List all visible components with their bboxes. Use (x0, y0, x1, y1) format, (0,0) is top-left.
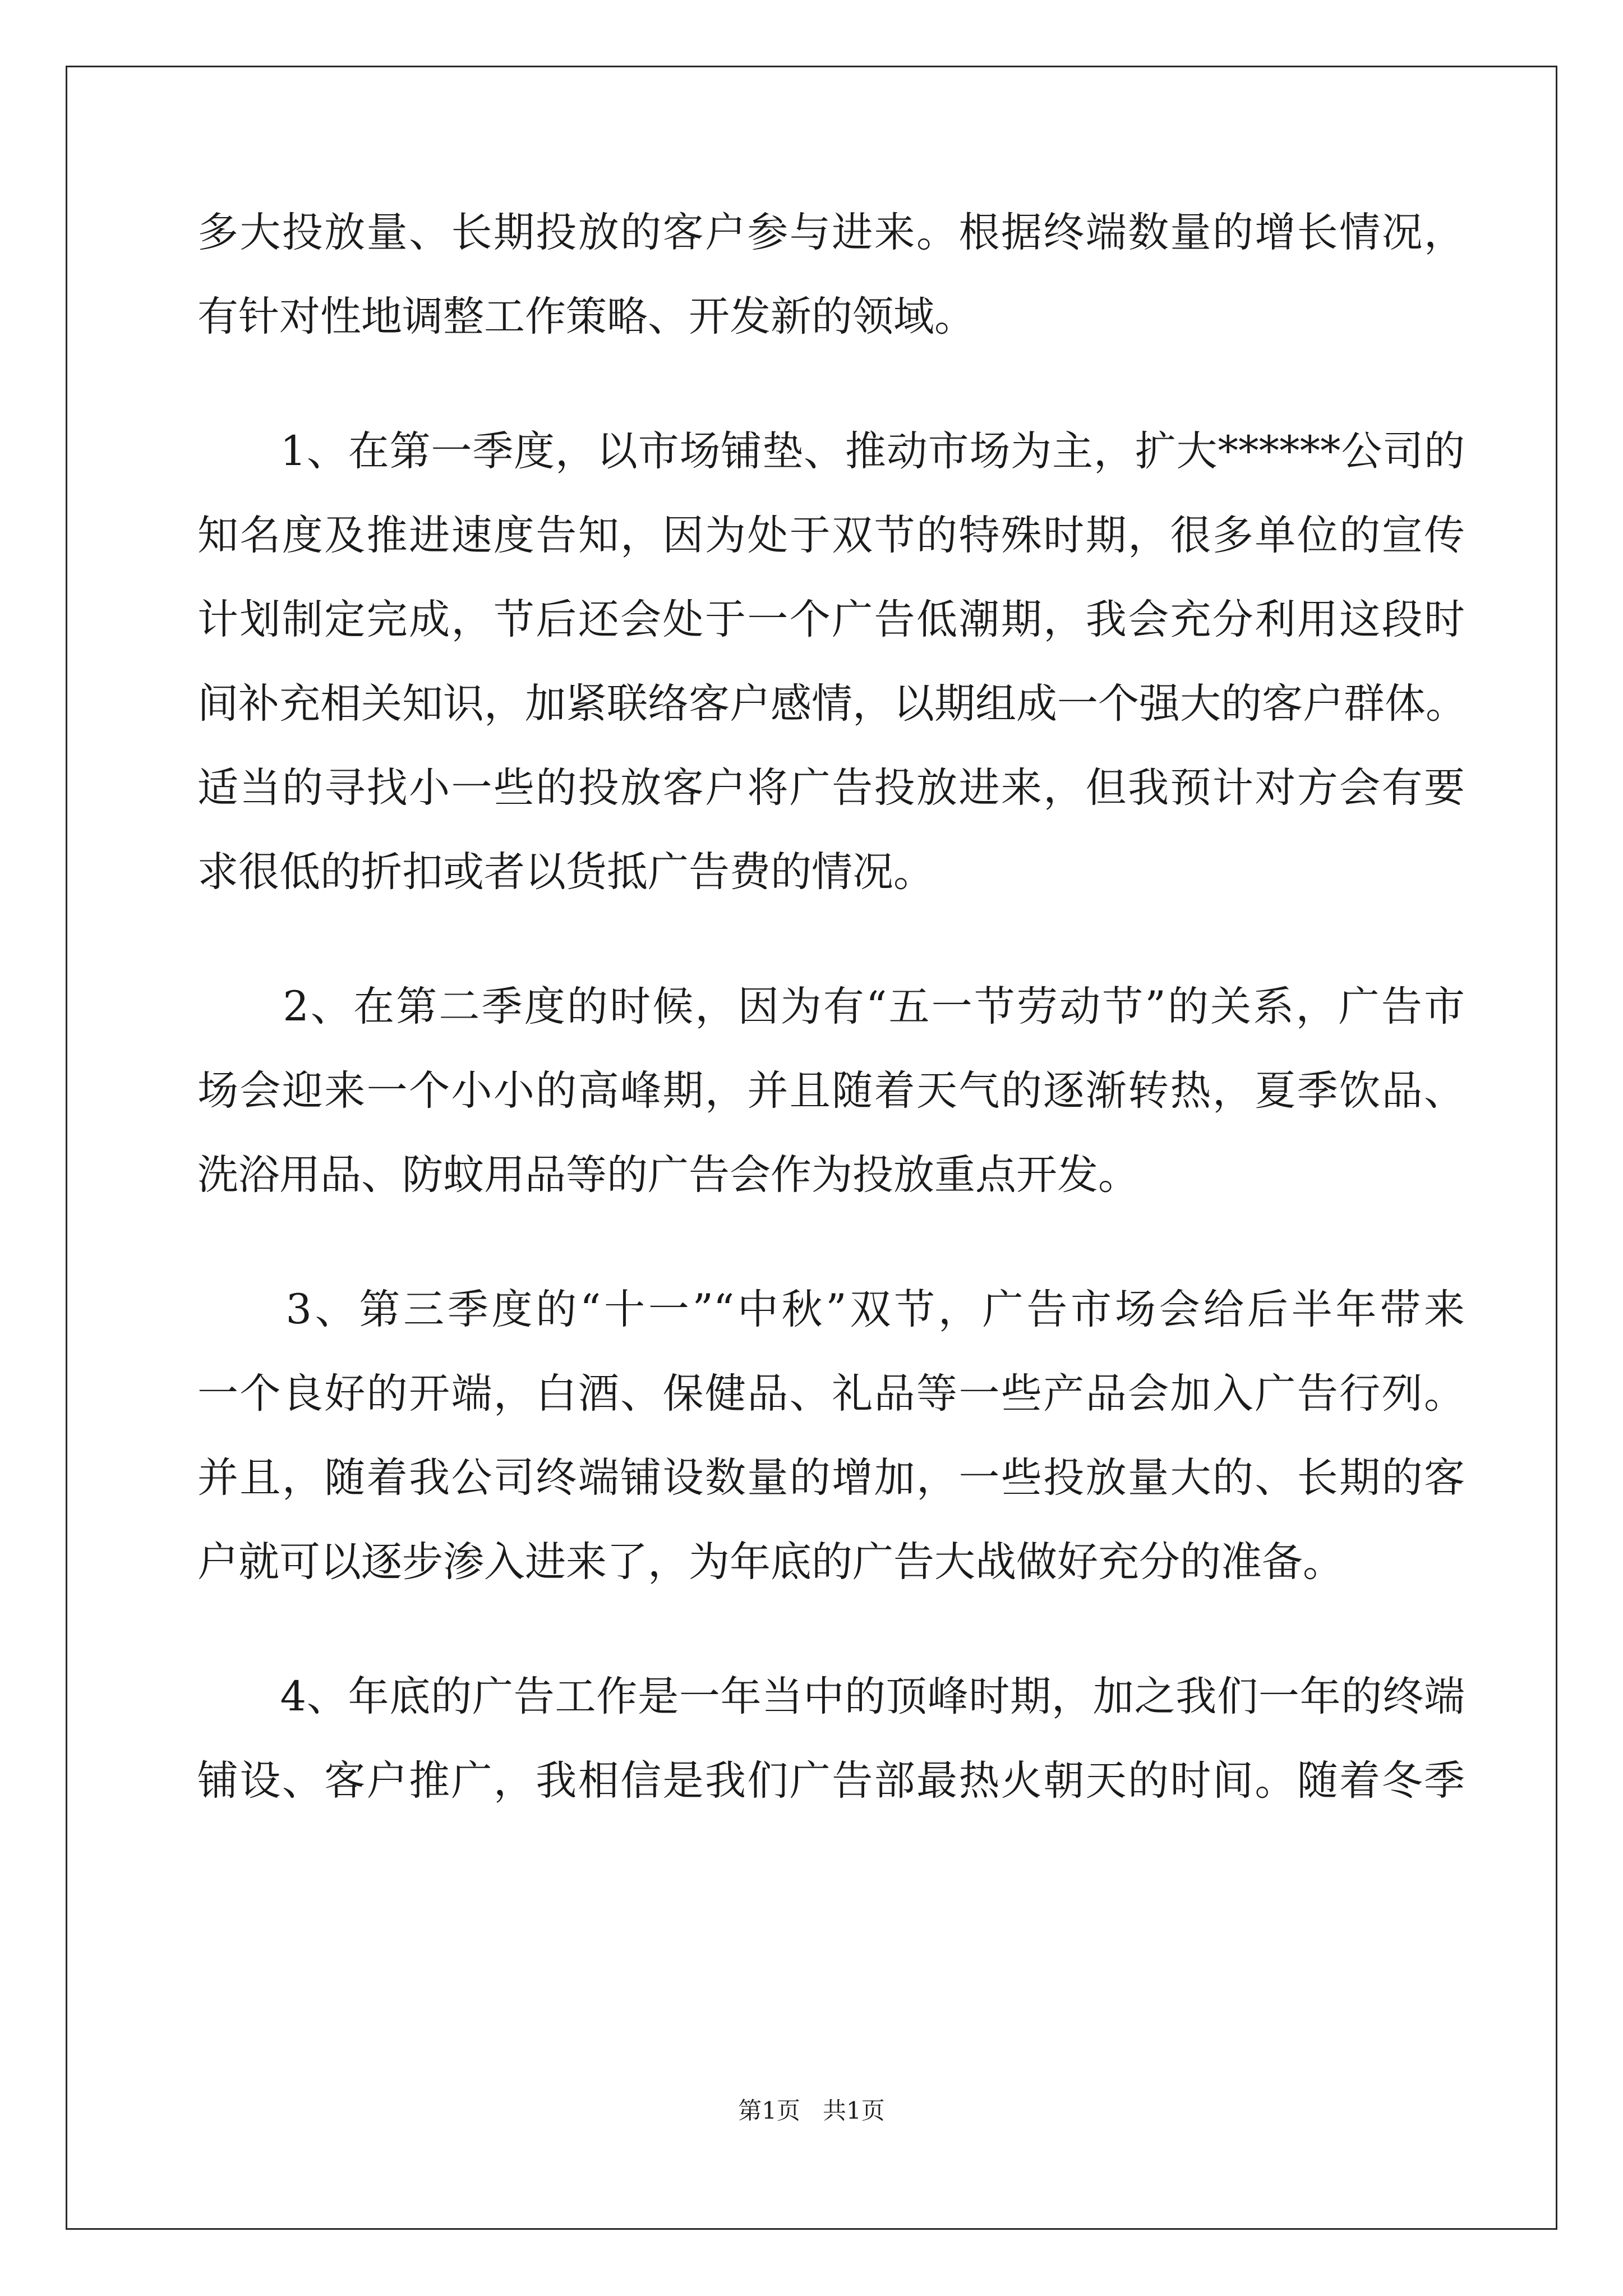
text-line: 3、第三季度的“十一”“中秋”双节，广告市场会给后半年带来 (197, 1286, 1465, 1333)
text-line: 户就可以逐步渗入进来了，为年底的广告大战做好充分的准备。 (197, 1538, 1344, 1586)
text-line: 并且，随着我公司终端铺设数量的增加，一些投放量大的、长期的客 (197, 1454, 1465, 1502)
text-line: 4、年底的广告工作是一年当中的顶峰时期，加之我们一年的终端 (197, 1673, 1465, 1720)
text-line: 间补充相关知识，加紧联络客户感情，以期组成一个强大的客户群体。 (197, 680, 1467, 728)
text-line: 一个良好的开端，白酒、保健品、礼品等一些产品会加入广告行列。 (197, 1370, 1465, 1418)
text-line: 计划制定完成，节后还会处于一个广告低潮期，我会充分利用这段时 (197, 596, 1465, 643)
text-line: 知名度及推进速度告知，因为处于双节的特殊时期，很多单位的宣传 (197, 512, 1465, 559)
text-line: 铺设、客户推广，我相信是我们广告部最热火朝天的时间。随着冬季 (197, 1757, 1465, 1805)
text-line: 洗浴用品、防蚊用品等的广告会作为投放重点开发。 (197, 1151, 1139, 1199)
text-line: 1、在第一季度，以市场铺垫、推动市场为主，扩大******公司的 (197, 427, 1465, 475)
text-line: 2、在第二季度的时候，因为有“五一节劳动节”的关系，广告市 (197, 983, 1465, 1030)
page-footer: 第1页 共1页 (738, 2097, 885, 2124)
text-line: 有针对性地调整工作策略、开发新的领域。 (197, 293, 975, 341)
text-line: 求很低的折扣或者以货抵广告费的情况。 (197, 848, 934, 896)
text-line: 适当的寻找小一些的投放客户将广告投放进来，但我预计对方会有要 (197, 764, 1465, 812)
text-line: 多大投放量、长期投放的客户参与进来。根据终端数量的增长情况， (197, 209, 1465, 256)
text-line: 场会迎来一个小小的高峰期，并且随着天气的逐渐转热，夏季饮品、 (197, 1067, 1465, 1115)
